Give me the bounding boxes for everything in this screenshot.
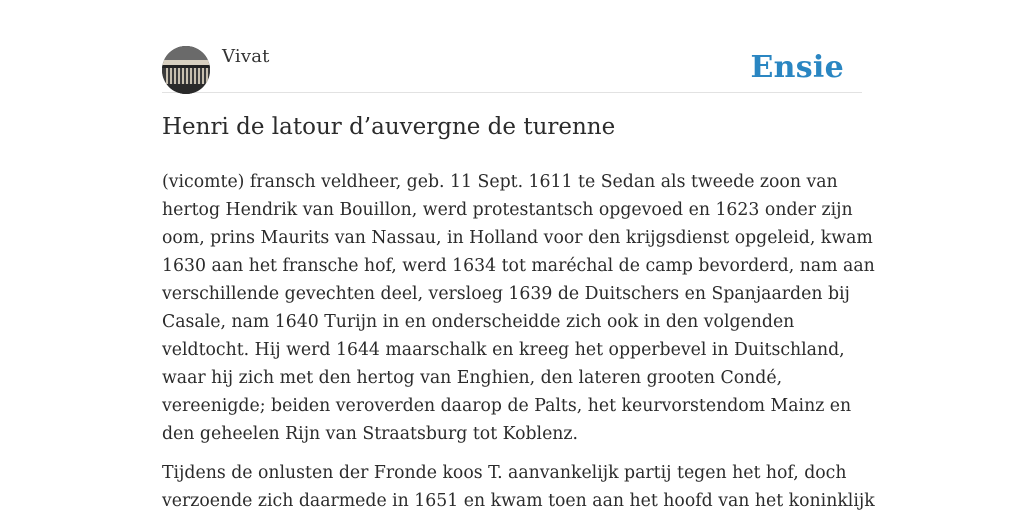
text-line: 1630 aan het fransche hof, werd 1634 tot maréchal de camp bevorderd, nam aan [162,256,875,276]
author-name-link[interactable]: Vivat [222,46,270,67]
article-title: Henri de latour d’auvergne de turenne [162,114,616,140]
header [162,46,862,93]
text-line: Casale, nam 1640 Turijn in en onderscheidde zich ook in den volgenden [162,312,795,332]
author-avatar[interactable] [162,46,210,94]
text-line: den geheelen Rijn van Straatsburg tot Koblenz. [162,424,579,444]
text-line: oom, prins Maurits van Nassau, in Holland voor den krijgsdienst opgeleid, kwam [162,228,873,248]
paragraph [162,168,875,448]
bookshelf-avatar-icon [162,46,210,94]
text-line: vereenigde; beiden veroverden daarop de Palts, het keurvorstendom Mainz en [162,396,852,416]
paragraph [162,459,875,512]
text-line: verschillende gevechten deel, versloeg 1639 de Duitschers en Spanjaarden bij [162,284,850,304]
text-line: (vicomte) fransch veldheer, geb. 11 Sept. 1611 te Sedan als tweede zoon van [162,172,838,192]
article-body [162,168,875,512]
text-line: veldtocht. Hij werd 1644 maarschalk en kreeg het opperbevel in Duitschland, [162,340,845,360]
brand-logo-link[interactable]: Ensie [750,50,844,85]
text-line: Tijdens de onlusten der Fronde koos T. aanvankelijk partij tegen het hof, doch [162,463,847,483]
text-line: waar hij zich met den hertog van Enghien, den lateren grooten Condé, [162,368,783,388]
text-line: hertog Hendrik van Bouillon, werd protestantsch opgevoed en 1623 onder zijn [162,200,853,220]
text-line: verzoende zich daarmede in 1651 en kwam toen aan het hoofd van het koninklijk [162,491,875,511]
